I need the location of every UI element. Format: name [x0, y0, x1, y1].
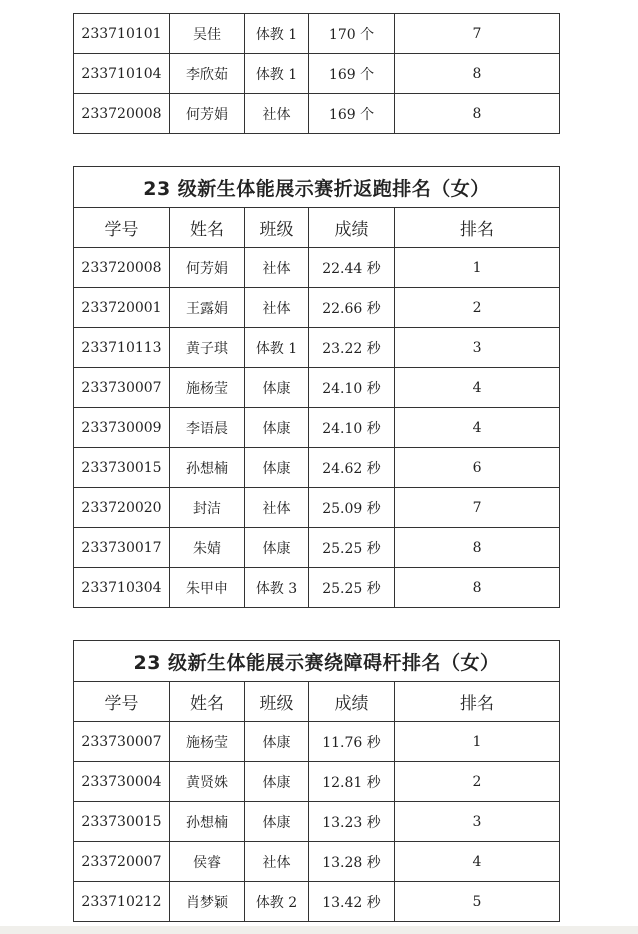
- class-cell: 体教 1: [245, 14, 309, 54]
- class-cell: 体教 1: [245, 54, 309, 94]
- name-cell: 李欣茹: [170, 54, 245, 94]
- class-cell: 体康: [245, 448, 309, 488]
- score-cell: 25.09 秒: [309, 488, 395, 528]
- header-student-id: 学号: [74, 682, 170, 722]
- table-row: [74, 248, 560, 288]
- rank-cell: 5: [395, 882, 560, 922]
- table-row: [74, 528, 560, 568]
- rank-cell: 4: [395, 842, 560, 882]
- name-cell: 朱甲申: [170, 568, 245, 608]
- header-name: 姓名: [170, 208, 245, 248]
- class-cell: 体教 2: [245, 882, 309, 922]
- name-cell: 吴佳: [170, 14, 245, 54]
- rank-cell: 7: [395, 14, 560, 54]
- score-cell: 11.76 秒: [309, 722, 395, 762]
- student-id-cell: 233720001: [74, 288, 170, 328]
- table-title-row: [74, 167, 560, 208]
- table-header-row: [74, 682, 560, 722]
- class-cell: 体康: [245, 722, 309, 762]
- header-score: 成绩: [309, 682, 395, 722]
- table-body: [74, 14, 560, 134]
- table-row: [74, 368, 560, 408]
- score-cell: 169 个: [309, 94, 395, 134]
- score-cell: 22.44 秒: [309, 248, 395, 288]
- name-cell: 王露娟: [170, 288, 245, 328]
- table-row: [74, 568, 560, 608]
- obstacle-pole-ranking-table: [73, 640, 560, 922]
- name-cell: 朱婧: [170, 528, 245, 568]
- student-id-cell: 233730009: [74, 408, 170, 448]
- student-id-cell: 233720008: [74, 94, 170, 134]
- rank-cell: 3: [395, 802, 560, 842]
- name-cell: 黄子琪: [170, 328, 245, 368]
- class-cell: 体教 1: [245, 328, 309, 368]
- rank-cell: 4: [395, 368, 560, 408]
- table-row: [74, 328, 560, 368]
- score-cell: 22.66 秒: [309, 288, 395, 328]
- score-cell: 23.22 秒: [309, 328, 395, 368]
- score-cell: 13.42 秒: [309, 882, 395, 922]
- student-id-cell: 233730004: [74, 762, 170, 802]
- score-cell: 25.25 秒: [309, 528, 395, 568]
- table-title: 23 级新生体能展示赛绕障碍杆排名（女）: [74, 641, 560, 682]
- student-id-cell: 233730007: [74, 368, 170, 408]
- score-cell: 24.62 秒: [309, 448, 395, 488]
- table-header-row: [74, 208, 560, 248]
- name-cell: 施杨莹: [170, 722, 245, 762]
- student-id-cell: 233730015: [74, 802, 170, 842]
- rank-cell: 8: [395, 94, 560, 134]
- rank-cell: 7: [395, 488, 560, 528]
- name-cell: 封洁: [170, 488, 245, 528]
- rank-cell: 8: [395, 568, 560, 608]
- table-title: 23 级新生体能展示赛折返跑排名（女）: [74, 167, 560, 208]
- class-cell: 社体: [245, 288, 309, 328]
- score-cell: 169 个: [309, 54, 395, 94]
- name-cell: 何芳娟: [170, 248, 245, 288]
- table-body: [74, 722, 560, 922]
- rank-cell: 8: [395, 54, 560, 94]
- table-row: [74, 762, 560, 802]
- name-cell: 施杨莹: [170, 368, 245, 408]
- header-rank: 排名: [395, 682, 560, 722]
- rank-cell: 6: [395, 448, 560, 488]
- score-cell: 24.10 秒: [309, 408, 395, 448]
- score-cell: 13.23 秒: [309, 802, 395, 842]
- table-row: [74, 882, 560, 922]
- rank-cell: 1: [395, 248, 560, 288]
- class-cell: 体康: [245, 528, 309, 568]
- header-name: 姓名: [170, 682, 245, 722]
- class-cell: 社体: [245, 488, 309, 528]
- rank-cell: 4: [395, 408, 560, 448]
- name-cell: 黄贤姝: [170, 762, 245, 802]
- shuttle-run-ranking-table: [73, 166, 560, 608]
- name-cell: 孙想楠: [170, 802, 245, 842]
- ranking-table-partial: [73, 13, 560, 134]
- class-cell: 社体: [245, 248, 309, 288]
- student-id-cell: 233730007: [74, 722, 170, 762]
- rank-cell: 2: [395, 288, 560, 328]
- table-row: [74, 14, 560, 54]
- table-row: [74, 842, 560, 882]
- table-row: [74, 802, 560, 842]
- name-cell: 肖梦颖: [170, 882, 245, 922]
- score-cell: 25.25 秒: [309, 568, 395, 608]
- table-row: [74, 448, 560, 488]
- name-cell: 何芳娟: [170, 94, 245, 134]
- table-title-row: [74, 641, 560, 682]
- student-id-cell: 233710212: [74, 882, 170, 922]
- student-id-cell: 233710304: [74, 568, 170, 608]
- class-cell: 社体: [245, 94, 309, 134]
- class-cell: 体教 3: [245, 568, 309, 608]
- student-id-cell: 233720020: [74, 488, 170, 528]
- student-id-cell: 233710101: [74, 14, 170, 54]
- header-class: 班级: [245, 208, 309, 248]
- table-row: [74, 94, 560, 134]
- class-cell: 体康: [245, 408, 309, 448]
- student-id-cell: 233730015: [74, 448, 170, 488]
- header-rank: 排名: [395, 208, 560, 248]
- table-row: [74, 488, 560, 528]
- student-id-cell: 233720007: [74, 842, 170, 882]
- rank-cell: 3: [395, 328, 560, 368]
- student-id-cell: 233720008: [74, 248, 170, 288]
- student-id-cell: 233710113: [74, 328, 170, 368]
- score-cell: 13.28 秒: [309, 842, 395, 882]
- name-cell: 李语晨: [170, 408, 245, 448]
- score-cell: 170 个: [309, 14, 395, 54]
- rank-cell: 8: [395, 528, 560, 568]
- table-row: [74, 54, 560, 94]
- table-row: [74, 722, 560, 762]
- header-class: 班级: [245, 682, 309, 722]
- page-bottom-strip: [0, 926, 638, 934]
- table-row: [74, 288, 560, 328]
- class-cell: 体康: [245, 368, 309, 408]
- class-cell: 体康: [245, 802, 309, 842]
- table-row: [74, 408, 560, 448]
- score-cell: 12.81 秒: [309, 762, 395, 802]
- rank-cell: 1: [395, 722, 560, 762]
- score-cell: 24.10 秒: [309, 368, 395, 408]
- rank-cell: 2: [395, 762, 560, 802]
- class-cell: 社体: [245, 842, 309, 882]
- name-cell: 孙想楠: [170, 448, 245, 488]
- name-cell: 侯睿: [170, 842, 245, 882]
- student-id-cell: 233730017: [74, 528, 170, 568]
- table-body: [74, 248, 560, 608]
- header-student-id: 学号: [74, 208, 170, 248]
- class-cell: 体康: [245, 762, 309, 802]
- student-id-cell: 233710104: [74, 54, 170, 94]
- header-score: 成绩: [309, 208, 395, 248]
